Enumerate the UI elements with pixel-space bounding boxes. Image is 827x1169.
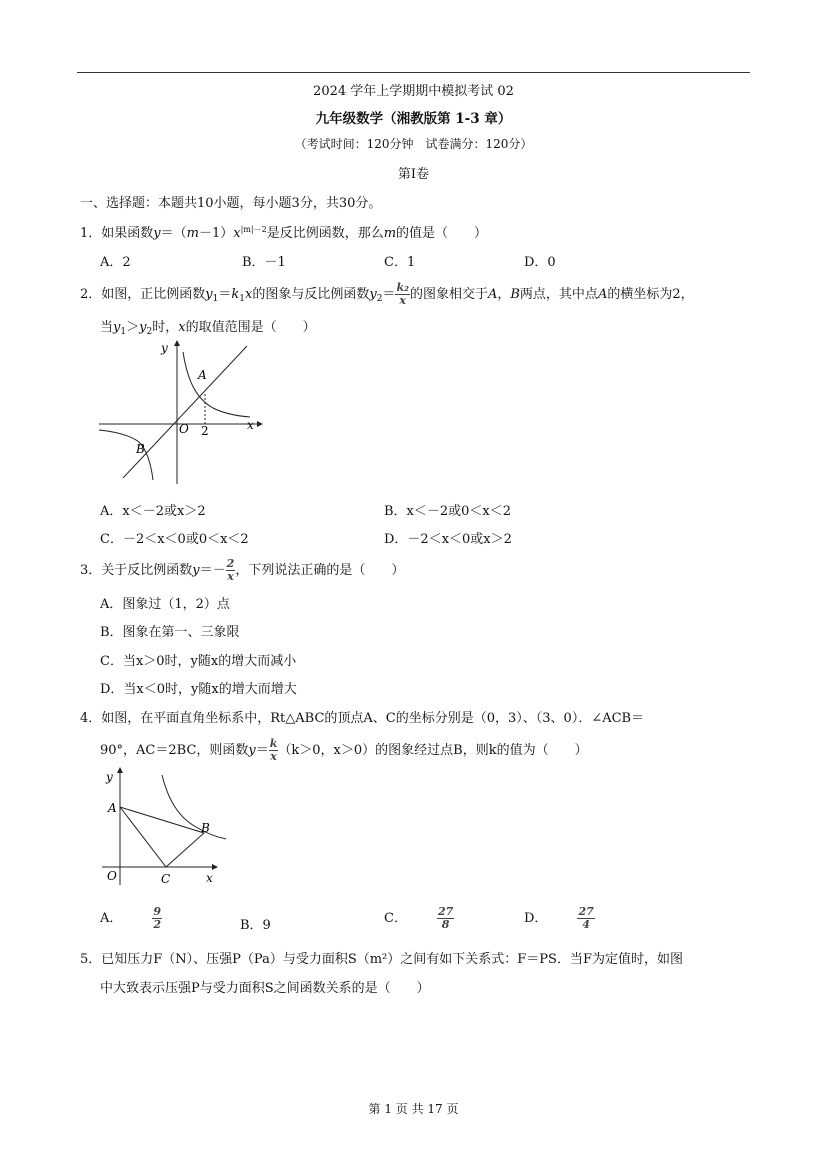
x-axis-arrow [212,864,218,870]
triangle-abc [120,807,204,867]
fraction-k2-over-x: $\frac{\text{k₂}}{x}$ [396,281,409,307]
question-1-option-b: B．－1 [242,255,286,270]
proportional-line [123,346,247,478]
question-4-option-a: A． $\frac{9}{2}$ [100,905,162,931]
question-3-option-a: A．图象过（1，2）点 [100,597,230,612]
label-y: y [106,770,113,784]
fraction-2-over-x: $\frac{2}{x}$ [226,557,235,583]
label-x: x [247,418,254,432]
question-2-option-c: C．－2＜x＜0或0＜x＜2 [100,532,249,547]
fraction-k-over-x: $\frac{k}{x}$ [269,737,278,763]
question-3-option-d: D．当x＜0时，y随x的增大而增大 [100,682,297,697]
question-2-figure [95,338,265,488]
question-2-option-b: B．x＜－2或0＜x＜2 [384,504,512,519]
question-2-stem-line-1: 2．如图，正比例函数$y_1=k_1x$的图象与反比例函数$y_2=$ $\frac{\text{k₂}}{x}$ 的图象相交于A，B两点，其中点A的横坐标为2， [80,281,694,307]
label-point-a: A [198,368,207,382]
label-two: 2 [201,424,209,438]
question-5-stem-line-2: 中大致表示压强P与受力面积S之间函数关系的是（ ） [100,981,430,996]
label-origin: O [179,422,189,436]
question-2-option-d: D．－2＜x＜0或x＞2 [384,532,512,547]
exam-subtitle: 九年级数学（湘教版第 1-3 章） [315,111,512,127]
question-4-figure [100,765,230,890]
question-4-stem-line-2: 90°，AC＝2BC，则函数y＝ $\frac{k}{x}$ （k＞0，x＞0）的图象经过点B，则k的值为（ ） [100,737,588,763]
question-5-stem-line-1: 5．已知压力F（N）、压强P（Pa）与受力面积S（m²）之间有如下关系式：F＝PS．当F为定值时，如图 [80,952,683,967]
label-point-b: B [136,442,145,456]
label-x: x [206,871,213,885]
y-axis-arrow [117,767,123,773]
section-title: 一、选择题：本题共10小题，每小题3分，共30分。 [80,196,382,211]
label-point-b: B [201,821,210,835]
page-footer: 第 1 页 共 17 页 [368,1102,459,1116]
question-4-option-d: D． $\frac{27}{4}$ [524,905,594,931]
y-axis-arrow [174,340,180,346]
label-origin: O [107,869,117,883]
label-y: y [161,341,168,355]
question-1-option-c: C．1 [384,255,416,270]
question-1-option-d: D．0 [524,255,556,270]
question-3-stem: 3．关于反比例函数y＝－ $\frac{2}{x}$ ，下列说法正确的是（ ） [80,557,405,583]
question-1-option-a: A．2 [100,255,131,270]
part-title: 第Ⅰ卷 [397,167,430,182]
label-point-c: C [161,872,171,886]
exam-title: 2024 学年上学期期中模拟考试 02 [313,84,514,99]
question-1-stem: 1．如果函数$y=(m-1)x^{|m|-2}$是反比例函数，那么m的值是（ ） [80,225,488,241]
question-2-stem-line-2: 当$y_1>y_2$时，x的取值范围是（ ） [100,320,316,337]
question-2-option-a: A．x＜－2或x＞2 [100,504,206,519]
label-point-a: A [108,801,117,815]
question-4-option-c: C． $\frac{27}{8}$ [384,905,454,931]
question-4-option-b: B．9 [240,918,271,933]
hyperbola-branch-first-quadrant [183,352,250,417]
x-axis-arrow [257,421,263,427]
exam-info: （考试时间：120分钟 试卷满分：120分） [294,137,533,151]
question-3-option-b: B．图象在第一、三象限 [100,625,240,640]
question-3-option-c: C．当x＞0时，y随x的增大而减小 [100,654,297,669]
question-4-stem-line-1: 4．如图，在平面直角坐标系中，Rt△ABC的顶点A、C的坐标分别是（0，3）、（3、0）．∠ACB＝ [80,711,645,726]
header-rule [77,72,750,73]
